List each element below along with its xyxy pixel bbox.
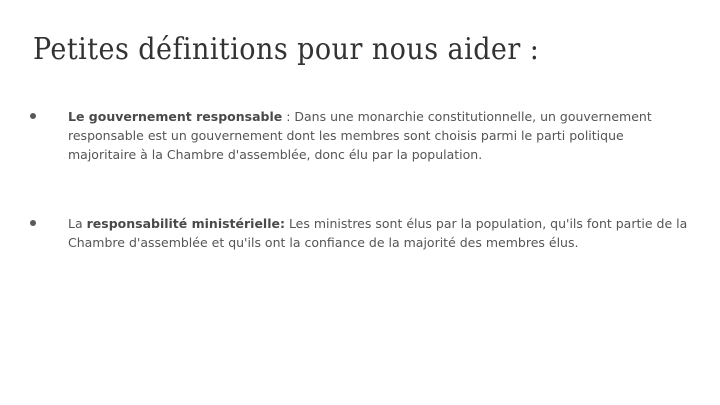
bullet-prefix: La xyxy=(68,216,87,231)
bullet-term: responsabilité ministérielle: xyxy=(86,216,285,231)
slide-title: Petites définitions pour nous aider : xyxy=(33,32,540,67)
bullet-dot-icon xyxy=(30,113,36,119)
bullet-dot-icon xyxy=(30,220,36,226)
bullet-definition: : Dans une monarchie constitutionnelle, un gouvernement responsable est un gouvernement dont les membres sont choisis parmi le parti politique majoritaire à la Chambre d'assemblée, donc élu par la population. xyxy=(68,109,652,162)
bullet-definition: Les ministres sont élus par la population, qu'ils font partie de la Chambre d'assemblée et qu'ils ont la confiance de la majorité des membres élus. xyxy=(68,216,688,250)
bullet-term: Le gouvernement responsable xyxy=(68,109,283,124)
bullet-text xyxy=(68,214,688,252)
bullet-text xyxy=(68,107,688,164)
